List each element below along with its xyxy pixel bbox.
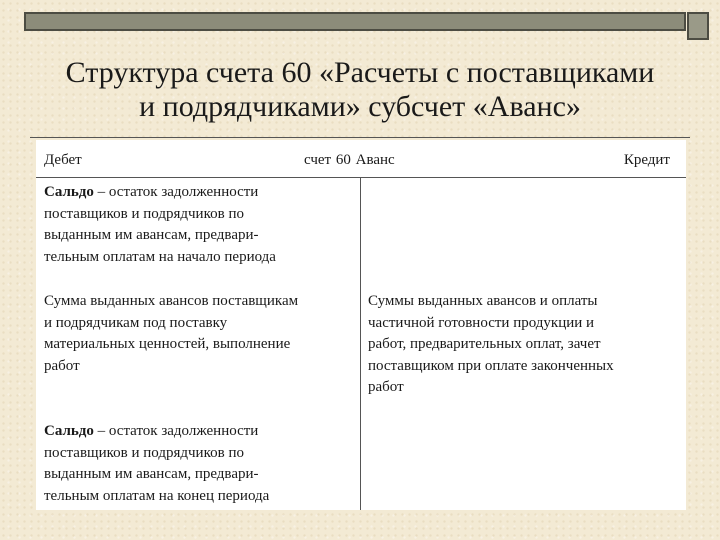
debit-closing-line-3: выданным им авансам, предвари- bbox=[44, 466, 259, 482]
credit-turnover-line-4: поставщиком при оплате законченных bbox=[368, 357, 614, 374]
debit-opening-line-2: поставщиков и подрядчиков по bbox=[44, 205, 244, 222]
debit-opening-line-1 bbox=[44, 182, 276, 204]
debit-turnover-line-1: Сумма выданных авансов поставщикам bbox=[44, 293, 299, 309]
decorative-corner-square bbox=[687, 12, 709, 40]
title-line-1: Структура счета 60 «Расчеты с поставщиками bbox=[65, 56, 655, 89]
debit-opening-line-3: выданным им авансам, предвари- bbox=[44, 227, 259, 243]
credit-turnover-line-3: работ, предварительных оплат, зачет bbox=[368, 336, 601, 352]
credit-turnover-line-1: Суммы выданных авансов и оплаты bbox=[368, 293, 598, 309]
debit-turnover-line-3: материальных ценностей, выполнение bbox=[44, 336, 291, 352]
closing-balance-term: Сальдо bbox=[44, 423, 94, 439]
debit-turnover bbox=[44, 291, 298, 377]
opening-balance-term: Сальдо bbox=[44, 184, 94, 200]
debit-turnover-line-4: работ bbox=[44, 357, 80, 374]
debit-closing-line-1 bbox=[44, 421, 269, 443]
debit-closing-line-2: поставщиков и подрядчиков по bbox=[44, 444, 244, 461]
column-divider bbox=[360, 177, 361, 510]
credit-turnover bbox=[368, 291, 614, 399]
t-account-table bbox=[36, 140, 686, 510]
account-name-header: счет 60 Аванс bbox=[304, 152, 395, 168]
title-line-2: и подрядчиками» субсчет «Аванс» bbox=[139, 90, 581, 123]
debit-turnover-line-2: и подрядчикам под поставку bbox=[44, 314, 228, 331]
debit-closing-balance bbox=[44, 421, 269, 507]
debit-opening-line-4: тельным оплатам на начало периода bbox=[44, 248, 276, 265]
debit-header: Дебет bbox=[44, 152, 82, 168]
header-divider bbox=[36, 177, 686, 178]
credit-turnover-line-2: частичной готовности продукции и bbox=[368, 314, 595, 331]
opening-balance-rest: – остаток задолженности bbox=[93, 184, 259, 200]
debit-closing-line-4: тельным оплатам на конец периода bbox=[44, 487, 270, 504]
debit-opening-balance bbox=[44, 182, 276, 268]
slide-title bbox=[30, 56, 690, 124]
decorative-top-bar bbox=[24, 12, 686, 31]
closing-balance-rest: – остаток задолженности bbox=[93, 423, 259, 439]
credit-turnover-line-5: работ bbox=[368, 379, 404, 395]
credit-header: Кредит bbox=[623, 152, 670, 168]
title-divider bbox=[30, 137, 690, 138]
